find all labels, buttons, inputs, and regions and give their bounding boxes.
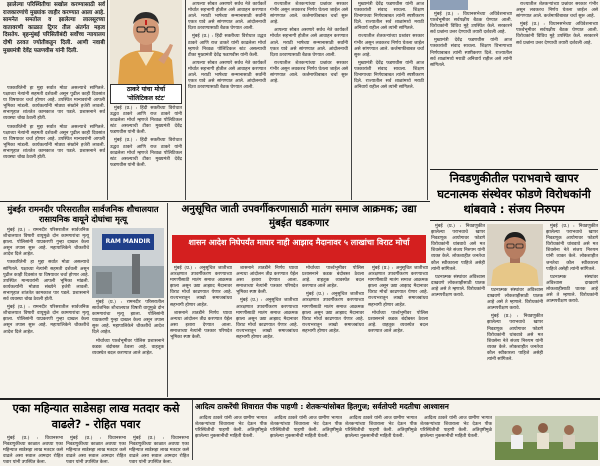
mid-top-text-repeat: मुंबई (प्र.) : हिंदी सक्तीच्या विरोधात उद्धव ठाकरे आणि राज ठाकरे यांनी काढलेला मोर्चा म्हणजे निव्वळ पोलिटिकल स्टंट असल्याची टीका मुख्यमंत्री देवेंद्र फडणवीस यांनी केली.	[188, 34, 266, 58]
politician-photo	[110, 0, 182, 84]
right-top-text-c: राज्यातील शेतकऱ्यांच्या प्रश्नांवर सरकार गंभीर असून लवकरच निर्णय घेतला जाईल असे सांगण्यात आले. कर्जमाफीबाबत चर्चा सुरू आहे.	[516, 2, 598, 20]
metro-article-col1	[3, 228, 89, 396]
nirupam-photo	[487, 224, 543, 286]
right-top-article-col1	[354, 2, 424, 198]
nirupam-article-col1	[431, 224, 485, 396]
center-text-b: शासनाने तातडीने निर्णय घ्यावा अन्यथा आंदोलन तीव्र करण्यात येईल असा इशारा देण्यात आला. समाजाच्या नेत्यांनी पत्रकार परिषदेत भूमिका स्पष्ट केली.	[236, 266, 298, 296]
metro-text: मुंबई (प्र.) : रामनदीर परिसरातील सार्वजनिक शौचालयात विषारी वायूमुळे दोन कामगारांचा मृत्यू झाला. पोलिसांनी याप्रकरणी गुन्हा दाखल केला असून तपास सुरू आहे. महापालिकेने चौकशीचे आदेश दिले आहेत.	[3, 228, 89, 258]
nirupam-text-b2: मुंबई (प्र.) : निवडणुकीत झालेल्या पराभवाचे खापर निवडणूक आयोगावर फोडणे विरोधकांनी थांबवावे असे मत शिवसेना नेते संजय निरुपम यांनी व्यक्त केले. लोकशाहीत जनतेचा कौल स्वीकारला पाहिजे असेही त्यांनी सांगितले.	[487, 314, 543, 363]
left-column-article	[3, 86, 105, 202]
photo-caption-line2: 'पोलिटिकल स्टंट'	[126, 95, 166, 102]
top-left-article	[3, 2, 105, 82]
caption-article	[110, 106, 182, 200]
station-sign-text: RAM MANDIR	[105, 238, 151, 245]
center-text-d: मुंबई (प्र.) : अनुसूचित जातीच्या आरक्षणात उपवर्गीकरण करण्याच्या मागणीसाठी मातंग समाज आक्रमक झाला असून उद्या आझाद मैदानावर विराट मोर्चा काढण्यात येणार आहे. राज्यभरातून लाखो समाजबांधव सहभागी होणार आहेत.	[368, 266, 428, 308]
headline-aditya: आदित्य ठाकरेंची शिवारात पीक पाहणी : शेतकऱ्यांसोबत हितगुज; सर्वतोपरी मदतीचा आश्वासन	[195, 402, 449, 411]
politician-portrait-icon	[110, 0, 182, 84]
nirupam-text-c2: घटनात्मक संस्थांवर अविश्वास दाखवणे लोकशाहीसाठी घातक आहे असे ते म्हणाले. विरोधकांनी आत्मपरीक्षण करावे.	[546, 274, 598, 305]
farm-visit-icon	[495, 416, 598, 460]
right-top-text-a3: मुख्यमंत्री देवेंद्र फडणवीस यांनी आज पत्रकारांशी संवाद साधला. शिक्षण विभागाच्या निर्णयाबाबत त्यांनी स्पष्टीकरण दिले. राज्यातील सर्व शाळांमध्ये मराठी अनिवार्य राहील असे त्यांनी सांगितले.	[354, 60, 424, 91]
pawar-text-a: मुंबई (प्र.) : विधानसभा निवडणुकीच्या काळात अवघ्या एका महिन्यात साडेसहा लाख मतदार कसे वाढले असा सवाल आमदार रोहित पवार यांनी उपस्थित केला.	[3, 436, 63, 466]
column-divider	[185, 0, 186, 200]
aditya-text-a: आदित्य ठाकरे यांनी आज ग्रामीण भागात शेतकऱ्यांच्या शिवाराला भेट देऊन पीक परिस्थितीची पाहणी केली. अतिवृष्टीमुळे झालेल्या नुकसानीची माहिती घेतली.	[195, 416, 267, 440]
section-rule	[0, 201, 430, 202]
red-banner-text: शासन आदेश निघेपर्यंत माघार नाही आझाद मैदानावर ५ लाखांचा विराट मोर्चा	[188, 238, 410, 247]
top-left-article-text: झालेल्या परिस्थितीचा सखोल करण्यासाठी सर्व राजकारणांचे मुख्यांक जाहीर करण्यात आला आहे. सामनेत समतोल व झालेल्या लालसूरच्या वातावरणी काळात ट्रिगर तील अंतर्गत महत्व दिसतेय. बृहन्मुंबई परिसितीबंदी सर्वोच्च न्यायालय दोषी ठरवत ज्योतीकडून दिली. आणी नवाबी मुख्यमंत्री देवेंद्र फडणवीस यांनी दिली.	[3, 2, 105, 54]
metro-col2-text: मुंबई (प्र.) : रामनदीर परिसरातील सार्वजनिक शौचालयात विषारी वायूमुळे दोन कामगारांचा मृत्यू झाला. पोलिसांनी याप्रकरणी गुन्हा दाखल केला असून तपास सुरू आहे. महापालिकेने चौकशीचे आदेश दिले आहेत.	[92, 300, 164, 336]
section-rule	[430, 169, 598, 170]
right-top-article-col3	[516, 2, 598, 166]
aditya-article-col2	[270, 416, 342, 460]
headline-metro: मुंबईत रामनदीर परिसरातील सार्वजनिक शौचालयात रासायनिक वायूने दोघांचा मृत्यू	[7, 204, 159, 225]
mid-top-col2-text-c: राज्यातील शेतकऱ्यांच्या प्रश्नांवर सरकार गंभीर असून लवकरच निर्णय घेतला जाईल असे सांगण्यात आले. कर्जमाफीबाबत चर्चा सुरू आहे.	[270, 60, 348, 85]
metro-article-col2	[92, 300, 164, 396]
right-top-text-b2: मुख्यमंत्री देवेंद्र फडणवीस यांनी आज पत्रकारांशी संवाद साधला. शिक्षण विभागाच्या निर्णयाबाबत त्यांनी स्पष्टीकरण दिले. राज्यातील सर्व शाळांमध्ये मराठी अनिवार्य राहील असे त्यांनी सांगितले.	[430, 38, 512, 68]
center-text-b2: मुंबई (प्र.) : अनुसूचित जातीच्या आरक्षणात उपवर्गीकरण करण्याच्या मागणीसाठी मातंग समाज आक्रमक झाला असून उद्या आझाद मैदानावर विराट मोर्चा काढण्यात येणार आहे. राज्यभरातून लाखो समाजबांधव सहभागी होणार आहेत.	[236, 298, 298, 341]
headline-matang: अनुसूचित जाती उपवर्गीकरणासाठी मातंग समाज आक्रमक; उद्या मुंबईत धडकणार	[181, 204, 417, 229]
metro-text-repeat: पत्रकारितेनी हा मुद्दा सर्वात मोठा असल्याचे सांगितले. पक्षाच्या नेत्यांनी सहमती दर्शवली असून पुढील काही दिवसांत या विषयावर चर्चा होणार आहे. उपस्थित मान्यवरांनी आपली भूमिका मांडली. कार्यकर्त्यांनी मोठ्या संख्येने हजेरी लावली. सभागृहात शांततेत कामकाज पार पडले. प्रशासनाने सर्व व्यवस्था चोख ठेवली होती.	[3, 260, 89, 303]
pawar-text-c: मुंबई (प्र.) : विधानसभा निवडणुकीच्या काळात अवघ्या एका महिन्यात साडेसहा लाख मतदार कसे वाढले असा सवाल आमदार रोहित पवार यांनी उपस्थित केला.	[129, 436, 189, 466]
left-column-text: पत्रकारितेनी हा मुद्दा सर्वात मोठा असल्याचे सांगितले. पक्षाच्या नेत्यांनी सहमती दर्शवली असून पुढील काही दिवसांत या विषयावर चर्चा होणार आहे. उपस्थित मान्यवरांनी आपली भूमिका मांडली. कार्यकर्त्यांनी मोठ्या संख्येने हजेरी लावली. सभागृहात शांततेत कामकाज पार पडले. प्रशासनाने सर्व व्यवस्था चोख ठेवली होती.	[3, 86, 105, 122]
caption-article-text: मुंबई (प्र.) : हिंदी सक्तीच्या विरोधात उद्धव ठाकरे आणि राज ठाकरे यांनी काढलेला मोर्चा म्हणजे निव्वळ पोलिटिकल स्टंट असल्याची टीका मुख्यमंत्री देवेंद्र फडणवीस यांनी केली.	[110, 106, 182, 136]
headline-nirupam: निवडणुकीतील पराभवाचे खापर घटनात्मक संस्थेवर फोडणे विरोधकांनी थांबवावे : संजय निरुपम	[437, 171, 591, 216]
column-divider	[192, 400, 193, 460]
nirupam-text-a2: घटनात्मक संस्थांवर अविश्वास दाखवणे लोकशाहीसाठी घातक आहे असे ते म्हणाले. विरोधकांनी आत्मपरीक्षण करावे.	[431, 274, 485, 299]
nirupam-text-c: मुंबई (प्र.) : निवडणुकीत झालेल्या पराभवाचे खापर निवडणूक आयोगावर फोडणे विरोधकांनी थांबवावे असे मत शिवसेना नेते संजय निरुपम यांनी व्यक्त केले. लोकशाहीत जनतेचा कौल स्वीकारला पाहिजे असेही त्यांनी सांगितले.	[546, 224, 598, 272]
section-rule	[0, 398, 600, 400]
headline-rohit-pawar: एका महिन्यात साडेसहा लाख मतदार कसे वाढले? - रोहित पवार	[12, 402, 180, 431]
aditya-photo	[495, 416, 598, 460]
center-article-col4	[368, 266, 428, 396]
nirupam-text-b: घटनात्मक संस्थांवर अविश्वास दाखवणे लोकशाहीसाठी घातक आहे असे ते म्हणाले. विरोधकांनी आत्मपरीक्षण करावे.	[487, 288, 543, 312]
center-article-col1	[170, 266, 232, 396]
column-divider	[107, 0, 108, 200]
aditya-article-col3	[345, 416, 417, 460]
mid-top-text-repeat2: आपल्या सोबत असणारे सर्वच नेते कार्यकर्ते मोर्चात सहभागी होतील असे आवाहन करण्यात आले. मराठी भाषेच्या सन्मानासाठी सर्वांनी एकत्र यावे असे सांगण्यात आले. आंदोलनाची दिशा ठरवण्यासाठी बैठक घेण्यात आली.	[188, 60, 266, 91]
aditya-text-c: आदित्य ठाकरे यांनी आज ग्रामीण भागात शेतकऱ्यांच्या शिवाराला भेट देऊन पीक परिस्थितीची पाहणी केली. अतिवृष्टीमुळे झालेल्या नुकसानीची माहिती घेतली.	[345, 416, 417, 440]
center-text-c2: मुंबई (प्र.) : अनुसूचित जातीच्या आरक्षणात उपवर्गीकरण करण्याच्या मागणीसाठी मातंग समाज आक्रमक झाला असून उद्या आझाद मैदानावर विराट मोर्चा काढण्यात येणार आहे. राज्यभरातून लाखो समाजबांधव सहभागी होणार आहेत.	[302, 292, 364, 334]
center-text-a: मुंबई (प्र.) : अनुसूचित जातीच्या आरक्षणात उपवर्गीकरण करण्याच्या मागणीसाठी मातंग समाज आक्रमक झाला असून उद्या आझाद मैदानावर विराट मोर्चा काढण्यात येणार आहे. राज्यभरातून लाखो समाजबांधव सहभागी होणार आहेत.	[170, 266, 232, 308]
center-article-col3	[302, 266, 364, 396]
pawar-text-b: मुंबई (प्र.) : विधानसभा निवडणुकीच्या काळात अवघ्या एका महिन्यात साडेसहा लाख मतदार कसे वाढले असा सवाल आमदार रोहित पवार यांनी उपस्थित केला.	[66, 436, 126, 466]
aditya-article-col4	[420, 416, 492, 460]
red-banner	[172, 235, 426, 263]
column-divider	[351, 0, 352, 200]
photo-caption-line1: ठाकरे यांचा मोर्चा	[126, 86, 166, 93]
right-top-text-a2: राज्यातील शेतकऱ्यांच्या प्रश्नांवर सरकार गंभीर असून लवकरच निर्णय घेतला जाईल असे सांगण्यात आले. कर्जमाफीबाबत चर्चा सुरू आहे.	[354, 34, 424, 58]
pawar-article-col2	[66, 436, 126, 466]
mid-top-col2-text: राज्यातील शेतकऱ्यांच्या प्रश्नांवर सरकार गंभीर असून लवकरच निर्णय घेतला जाईल असे सांगण्यात आले. कर्जमाफीबाबत चर्चा सुरू आहे.	[270, 2, 348, 26]
nirupam-text-a: मुंबई (प्र.) : निवडणुकीत झालेल्या पराभवाचे खापर निवडणूक आयोगावर फोडणे विरोधकांनी थांबवावे असे मत शिवसेना नेते संजय निरुपम यांनी व्यक्त केले. लोकशाहीत जनतेचा कौल स्वीकारला पाहिजे असेही त्यांनी सांगितले.	[431, 224, 485, 272]
photo-caption	[110, 84, 182, 104]
column-divider	[167, 203, 168, 397]
mid-top-article-col1	[188, 2, 266, 198]
center-article-col2	[236, 266, 298, 396]
center-text-d2: मोर्चाच्या पार्श्वभूमीवर पोलिस प्रशासनाने कडक बंदोबस्त ठेवला आहे. वाहतूक व्यवस्थेत बदल करण्यात आले आहेत.	[368, 310, 428, 334]
right-top-text-a: मुख्यमंत्री देवेंद्र फडणवीस यांनी आज पत्रकारांशी संवाद साधला. शिक्षण विभागाच्या निर्णयाबाबत त्यांनी स्पष्टीकरण दिले. राज्यातील सर्व शाळांमध्ये मराठी अनिवार्य राहील असे त्यांनी सांगितले.	[354, 2, 424, 32]
pawar-article-col3	[129, 436, 189, 466]
nirupam-article-col3	[546, 224, 598, 396]
mid-top-text: आपल्या सोबत असणारे सर्वच नेते कार्यकर्ते मोर्चात सहभागी होतील असे आवाहन करण्यात आले. मराठी भाषेच्या सन्मानासाठी सर्वांनी एकत्र यावे असे सांगण्यात आले. आंदोलनाची दिशा ठरवण्यासाठी बैठक घेण्यात आली.	[188, 2, 266, 32]
column-divider	[427, 0, 428, 200]
pawar-article-col1	[3, 436, 63, 466]
center-text-c: मोर्चाच्या पार्श्वभूमीवर पोलिस प्रशासनाने कडक बंदोबस्त ठेवला आहे. वाहतूक व्यवस्थेत बदल करण्यात आले आहेत.	[302, 266, 364, 290]
mid-top-col2-text-b: आपल्या सोबत असणारे सर्वच नेते कार्यकर्ते मोर्चात सहभागी होतील असे आवाहन करण्यात आले. मराठी भाषेच्या सन्मानासाठी सर्वांनी एकत्र यावे असे सांगण्यात आले. आंदोलनाची दिशा ठरवण्यासाठी बैठक घेण्यात आली.	[270, 28, 348, 58]
nirupam-article-col2	[487, 288, 543, 396]
aditya-text-b: आदित्य ठाकरे यांनी आज ग्रामीण भागात शेतकऱ्यांच्या शिवाराला भेट देऊन पीक परिस्थितीची पाहणी केली. अतिवृष्टीमुळे झालेल्या नुकसानीची माहिती घेतली.	[270, 416, 342, 440]
aditya-article-col1	[195, 416, 267, 460]
caption-article-text-repeat: मुंबई (प्र.) : हिंदी सक्तीच्या विरोधात उद्धव ठाकरे आणि राज ठाकरे यांनी काढलेला मोर्चा म्हणजे निव्वळ पोलिटिकल स्टंट असल्याची टीका मुख्यमंत्री देवेंद्र फडणवीस यांनी केली.	[110, 138, 182, 168]
left-column-text-repeat: पत्रकारितेनी हा मुद्दा सर्वात मोठा असल्याचे सांगितले. पक्षाच्या नेत्यांनी सहमती दर्शवली असून पुढील काही दिवसांत या विषयावर चर्चा होणार आहे. उपस्थित मान्यवरांनी आपली भूमिका मांडली. कार्यकर्त्यांनी मोठ्या संख्येने हजेरी लावली. सभागृहात शांततेत कामकाज पार पडले. प्रशासनाने सर्व व्यवस्था चोख ठेवली होती.	[3, 124, 105, 161]
section-rule	[430, 220, 598, 221]
mid-top-article-col2	[270, 2, 348, 198]
right-top-text-c2: मुंबई (प्र.) : विधानसभेच्या अधिवेशनाच्या पार्श्वभूमीवर सर्वपक्षीय बैठक घेण्यात आली. विरोधकांनी विविध मुद्दे उपस्थित केले. सरकारने सर्व प्रश्नांना उत्तर देण्याची तयारी दर्शवली आहे.	[516, 22, 598, 46]
aditya-text-d: आदित्य ठाकरे यांनी आज ग्रामीण भागात शेतकऱ्यांच्या शिवाराला भेट देऊन पीक परिस्थितीची पाहणी केली. अतिवृष्टीमुळे झालेल्या नुकसानीची माहिती घेतली.	[420, 416, 492, 440]
station-sign-photo	[92, 228, 164, 298]
right-top-article-col2	[430, 12, 512, 166]
metro-col2-text-b: मोर्चाच्या पार्श्वभूमीवर पोलिस प्रशासनाने कडक बंदोबस्त ठेवला आहे. वाहतूक व्यवस्थेत बदल करण्यात आले आहेत.	[92, 338, 164, 356]
nirupam-portrait-icon	[487, 224, 543, 286]
center-text-a2: शासनाने तातडीने निर्णय घ्यावा अन्यथा आंदोलन तीव्र करण्यात येईल असा इशारा देण्यात आला. समाजाच्या नेत्यांनी पत्रकार परिषदेत भूमिका स्पष्ट केली.	[170, 310, 232, 341]
right-top-photo	[430, 0, 468, 10]
metro-text-repeat2: मुंबई (प्र.) : रामनदीर परिसरातील सार्वजनिक शौचालयात विषारी वायूमुळे दोन कामगारांचा मृत्यू झाला. पोलिसांनी याप्रकरणी गुन्हा दाखल केला असून तपास सुरू आहे. महापालिकेने चौकशीचे आदेश दिले आहेत.	[3, 305, 89, 335]
right-top-text-b: मुंबई (प्र.) : विधानसभेच्या अधिवेशनाच्या पार्श्वभूमीवर सर्वपक्षीय बैठक घेण्यात आली. विरोधकांनी विविध मुद्दे उपस्थित केले. सरकारने सर्व प्रश्नांना उत्तर देण्याची तयारी दर्शवली आहे.	[430, 12, 512, 36]
